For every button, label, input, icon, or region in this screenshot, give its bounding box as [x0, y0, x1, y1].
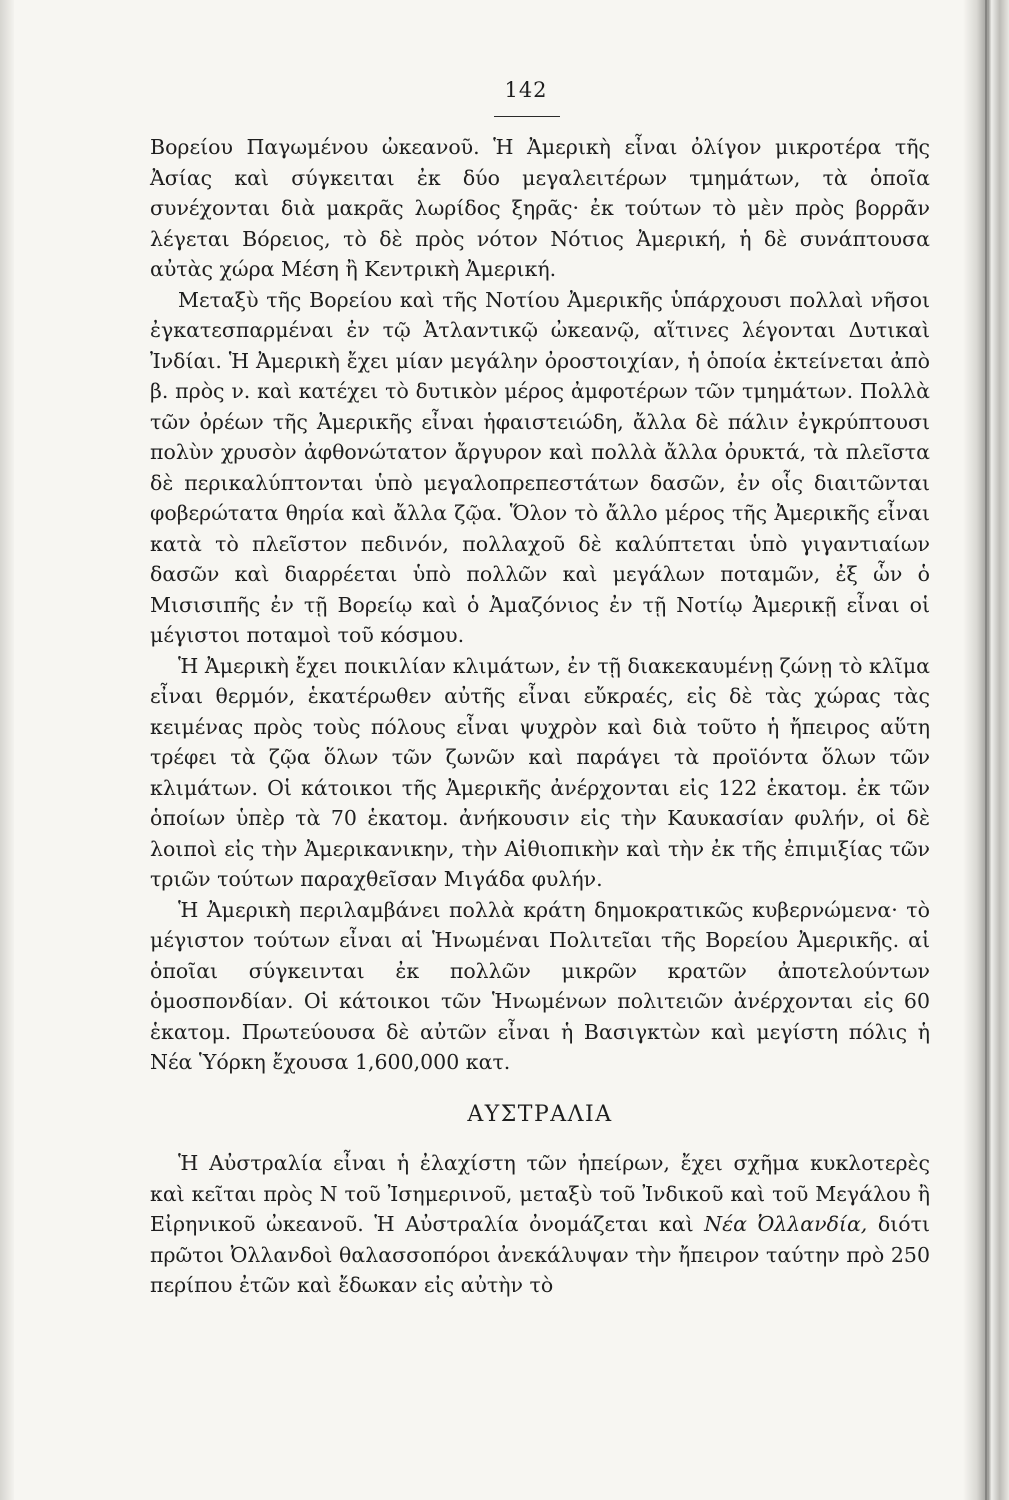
section-title-australia: ΑΥΣΤΡΑΛΙΑ — [467, 1101, 613, 1127]
australia-italic-name: Νέα Ὀλλανδία, — [704, 1212, 868, 1236]
page-gutter-shadow — [0, 0, 14, 1500]
body-text — [150, 132, 930, 1301]
paragraph-west-indies: Μεταξὺ τῆς Βορείου καὶ τῆς Νοτίου Ἀμερικῆς ὑπάρχουσι πολλαὶ νῆσοι ἐγκατεσπαρμέναι ἐν τῷ Ἀτλαντικῷ ὠκεανῷ, αἵτινες λέγονται Δυτικαὶ Ἰνδίαι. Ἡ Ἀμερικὴ ἔχει μίαν μεγάλην ὀροστοιχίαν, ἡ ὁποία ἐκτείνεται ἀπὸ β. πρὸς ν. καὶ κατέχει τὸ δυτικὸν μέρος ἀμφοτέρων τῶν τμημάτων. Πολλὰ τῶν ὀρέων τῆς Ἀμερικῆς εἶναι ἡφαιστειώδη, ἄλλα δὲ πάλιν ἐγκρύπτουσι πολὺν χρυσὸν ἀφθονώτατον ἄργυρον καὶ πολλὰ ἄλλα ὀρυκτά, τὰ πλεῖστα δὲ περικαλύπτονται ὑπὸ μεγαλοπρεπεστάτων δασῶν, ἐν οἷς διαιτῶνται φοβερώτατα θηρία καὶ ἄλλα ζῷα. Ὅλον τὸ ἄλλο μέρος τῆς Ἀμερικῆς εἶναι κατὰ τὸ πλεῖστον πεδινόν, πολλαχοῦ δὲ καλύπτεται ὑπὸ γιγαντιαίων δασῶν καὶ διαρρέεται ὑπὸ πολλῶν καὶ μεγάλων ποταμῶν, ἐξ ὧν ὁ Μισισιπῆς ἐν τῇ Βορείῳ καὶ ὁ Ἀμαζόνιος ἐν τῇ Νοτίῳ Ἀμερικῇ εἶναι οἱ μέγιστοι ποταμοὶ τοῦ κόσμου. — [150, 287, 930, 647]
page-number: 142 — [504, 78, 548, 102]
australia-text-part1: Ἡ Αὐστραλία εἶναι ἡ ἐλαχίστη τῶν ἠπείρων, ἔχει σχῆμα κυκλοτερὲς καὶ κεῖται πρὸς Ν τοῦ Ἰσημερινοῦ, μεταξὺ τοῦ Ἰνδικοῦ καὶ τοῦ Μεγάλου ἢ Εἰρηνικοῦ ὠκεανοῦ. Ἡ Αὐστραλία ὀνομάζεται καὶ — [150, 1151, 930, 1236]
page-edge-shadow — [963, 0, 1009, 1500]
paragraph-states: Ἡ Ἀμερικὴ περιλαμβάνει πολλὰ κράτη δημοκρατικῶς κυβερνώμενα· τὸ μέγιστον τούτων εἶναι αἱ Ἡνωμέναι Πολιτεῖαι τῆς Βορείου Ἀμερικῆς. αἱ ὁποῖαι σύγκεινται ἐκ πολλῶν μικρῶν κρατῶν ἀποτελούντων ὁμοσπονδίαν. Οἱ κάτοικοι τῶν Ἡνωμένων πολιτειῶν ἀνέρχονται εἰς 60 ἑκατομ. Πρωτεύουσα δὲ αὐτῶν εἶναι ἡ Βασιγκτὼν καὶ μεγίστη πόλις ἡ Νέα Ὑόρκη ἔχουσα 1,600,000 κατ. — [150, 897, 930, 1074]
paragraph-climate: Ἡ Ἀμερικὴ ἔχει ποικιλίαν κλιμάτων, ἐν τῇ διακεκαυμένῃ ζώνῃ τὸ κλῖμα εἶναι θερμόν, ἑκατέρωθεν αὐτῆς εἶναι εὔκραές, εἰς δὲ τὰς χώρας τὰς κειμένας πρὸς τοὺς πόλους εἶναι ψυχρὸν καὶ διὰ τοῦτο ἡ ἤπειρος αὕτη τρέφει τὰ ζῷα ὅλων τῶν ζωνῶν καὶ παράγει τὰ προϊόντα ὅλων τῶν κλιμάτων. Οἱ κάτοικοι τῆς Ἀμερικῆς ἀνέρχονται εἰς 122 ἑκατομ. ἐκ τῶν ὁποίων ὑπὲρ τὰ 70 ἑκατομ. ἀνήκουσιν εἰς τὴν Καυκασίαν φυλήν, οἱ δὲ λοιποὶ εἰς τὴν Ἀμερικανικην, τὴν Αἰθιοπικὴν καὶ τὴν ἐκ τῆς ἐπιμιξίας τῶν τριῶν τούτων παραχθεῖσαν Μιγάδα φυλήν. — [150, 653, 930, 891]
page-number-rule — [494, 116, 560, 117]
australia-text-part2: διότι πρῶτοι Ὀλλανδοὶ θαλασσοπόροι ἀνεκάλυψαν τὴν ἤπειρον ταύτην πρὸ 250 περίπου ἐτῶν καὶ ἔδωκαν εἰς αὐτὴν τὸ — [150, 1212, 930, 1297]
paragraph-australia — [150, 1148, 930, 1301]
paragraph-continuation: Βορείου Παγωμένου ὠκεανοῦ. Ἡ Ἀμερικὴ εἶναι ὀλίγον μικροτέρα τῆς Ἀσίας καὶ σύγκειται ἐκ δύο μεγαλειτέρων τμημάτων, τὰ ὁποῖα συνέχονται διὰ μακρᾶς λωρίδος ξηρᾶς· ἐκ τούτων τὸ μὲν πρὸς βορρᾶν λέγεται Βόρειος, τὸ δὲ πρὸς νότον Νότιος Ἀμερική, ἡ δὲ συνάπτουσα αὐτὰς χώρα Μέση ἢ Κεντρικὴ Ἀμερική. — [150, 135, 930, 281]
